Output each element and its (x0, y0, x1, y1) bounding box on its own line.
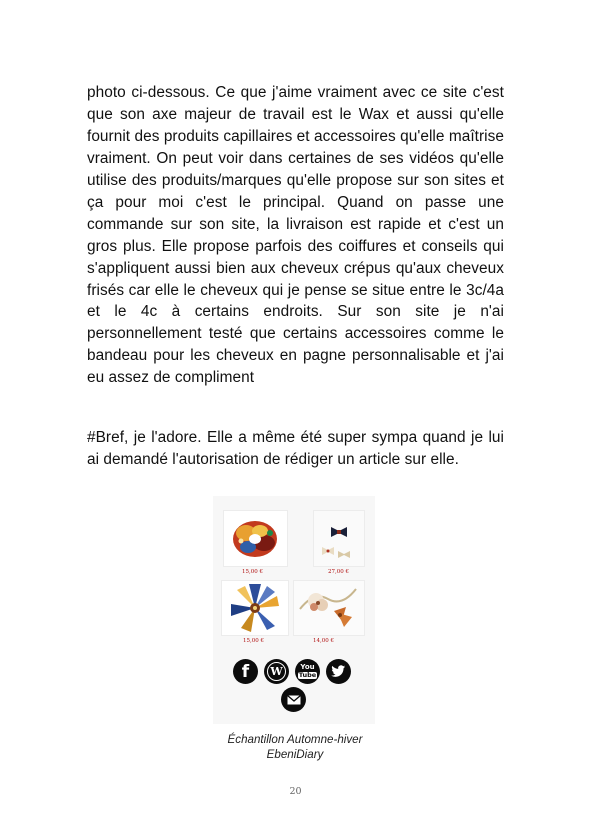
product-thumb-bowties (313, 510, 365, 567)
product-price: 27,00 € (328, 569, 349, 575)
envelope-glyph (287, 695, 301, 705)
product-thumb-flower (221, 580, 289, 636)
product-price: 15,00 € (242, 569, 263, 575)
product-sample-image (213, 496, 375, 724)
product-thumb-scrunchie (223, 510, 288, 567)
product-thumb-headband (293, 580, 365, 636)
twitter-icon[interactable] (326, 659, 351, 684)
figure-caption (150, 732, 440, 762)
body-paragraph-2: #Bref, je l'adore. Elle a même été super sympa quand je lui ai demandé l'autorisation de rédiger un article sur elle. (87, 429, 504, 469)
facebook-icon[interactable] (233, 659, 258, 684)
twitter-bird-glyph (331, 665, 346, 678)
product-price: 15,00 € (243, 638, 264, 644)
wax-scrunchie-image (224, 511, 287, 566)
wordpress-icon[interactable] (264, 659, 289, 684)
bow-tie-set-image (314, 511, 364, 566)
facebook-glyph: f (241, 661, 250, 682)
wax-flower-brooch-image (222, 581, 288, 635)
youtube-glyph-top: You (300, 663, 315, 671)
body-paragraph-1: photo ci-dessous. Ce que j'aime vraiment avec ce site c'est que son axe majeur de travail est le Wax et aussi qu'elle fournit des produits capillaires et accessoires qu'elle maîtrise vraiment. On peut voir dans certaines de ses vidéos qu'elle utilise des produits/marques qu'elle propose sur son sites et ça pour moi c'est le principal. Quand on passe une commande sur son site, la livraison est rapide et c'est un gros plus. Elle propose parfois des coiffures et conseils qui s'appliquent aussi bien aux cheveux crépus qu'aux cheveux frisés car elle le cheveux qui je pense se situe entre le 3c/4a et le 4c à certains endroits. Sur son site je n'ai personnellement testé que certains accessoires comme le bandeau pour les cheveux en pagne personnalisable et j'ai eu assez de compliment (87, 84, 504, 387)
youtube-glyph-bottom: Tube (298, 671, 317, 679)
wordpress-glyph: W (267, 662, 286, 681)
caption-line-1: Échantillon Automne-hiver (227, 733, 363, 746)
page-number: 20 (289, 786, 302, 797)
product-price: 14,00 € (313, 638, 334, 644)
youtube-icon[interactable] (295, 659, 320, 684)
caption-line-2: EbeniDiary (266, 748, 324, 761)
floral-headband-image (294, 581, 364, 635)
email-icon[interactable] (281, 687, 306, 712)
